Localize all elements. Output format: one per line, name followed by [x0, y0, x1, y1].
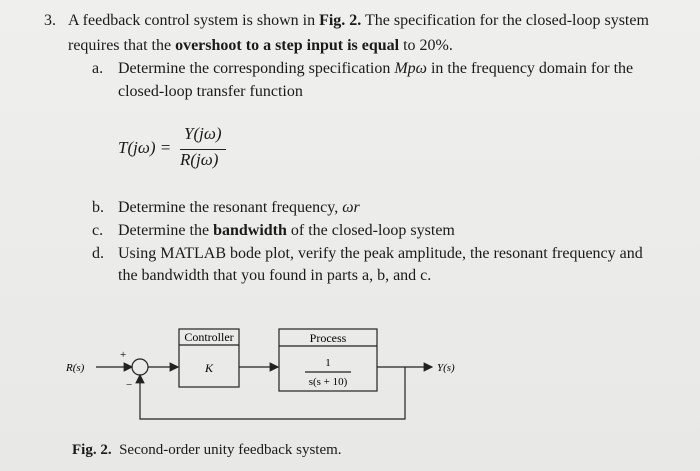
problem-intro-line-2: requires that the overshoot to a step input is equal to 20%.	[68, 37, 453, 54]
controller-title: Controller	[184, 330, 234, 344]
part-d-line-1: Using MATLAB bode plot, verify the peak amplitude, the resonant frequency and	[118, 245, 643, 262]
minus-sign: −	[126, 379, 133, 391]
transfer-function-formula	[118, 124, 248, 176]
part-c-line: Determine the bandwidth of the closed-loop system	[118, 222, 455, 239]
part-c-letter: c.	[92, 222, 104, 239]
part-b-letter: b.	[92, 199, 104, 216]
formula-denominator: R(jω)	[180, 150, 219, 169]
formula-numerator: Y(jω)	[184, 124, 222, 143]
problem-intro-line-1: A feedback control system is shown in Fig. 2. The specification for the closed-loop system	[68, 12, 649, 29]
problem-number: 3.	[44, 12, 56, 29]
plus-sign: +	[120, 349, 127, 361]
input-label: R(s)	[66, 362, 85, 374]
process-numerator: 1	[325, 357, 331, 369]
part-a-line-1: Determine the corresponding specification Mpω in the frequency domain for the	[118, 60, 634, 77]
controller-gain: K	[204, 361, 214, 375]
formula-lhs: T(jω) =	[118, 138, 172, 157]
block-diagram	[60, 318, 520, 438]
part-d-line-2: the bandwidth that you found in parts a, b, and c.	[118, 267, 432, 284]
feedback-path	[140, 367, 405, 419]
part-a-letter: a.	[92, 60, 104, 77]
process-title: Process	[309, 331, 347, 345]
part-b-line: Determine the resonant frequency, ωr	[118, 199, 360, 216]
spec-symbol: Mpω	[394, 60, 427, 77]
summing-junction	[132, 359, 148, 375]
output-label: Y(s)	[437, 362, 455, 374]
part-d-letter: d.	[92, 245, 104, 262]
process-denominator: s(s + 10)	[308, 376, 348, 388]
resonant-symbol: ωr	[342, 199, 360, 216]
part-a-line-2: closed-loop transfer function	[118, 83, 303, 100]
figure-caption: Fig. 2. Second-order unity feedback system.	[72, 442, 342, 458]
